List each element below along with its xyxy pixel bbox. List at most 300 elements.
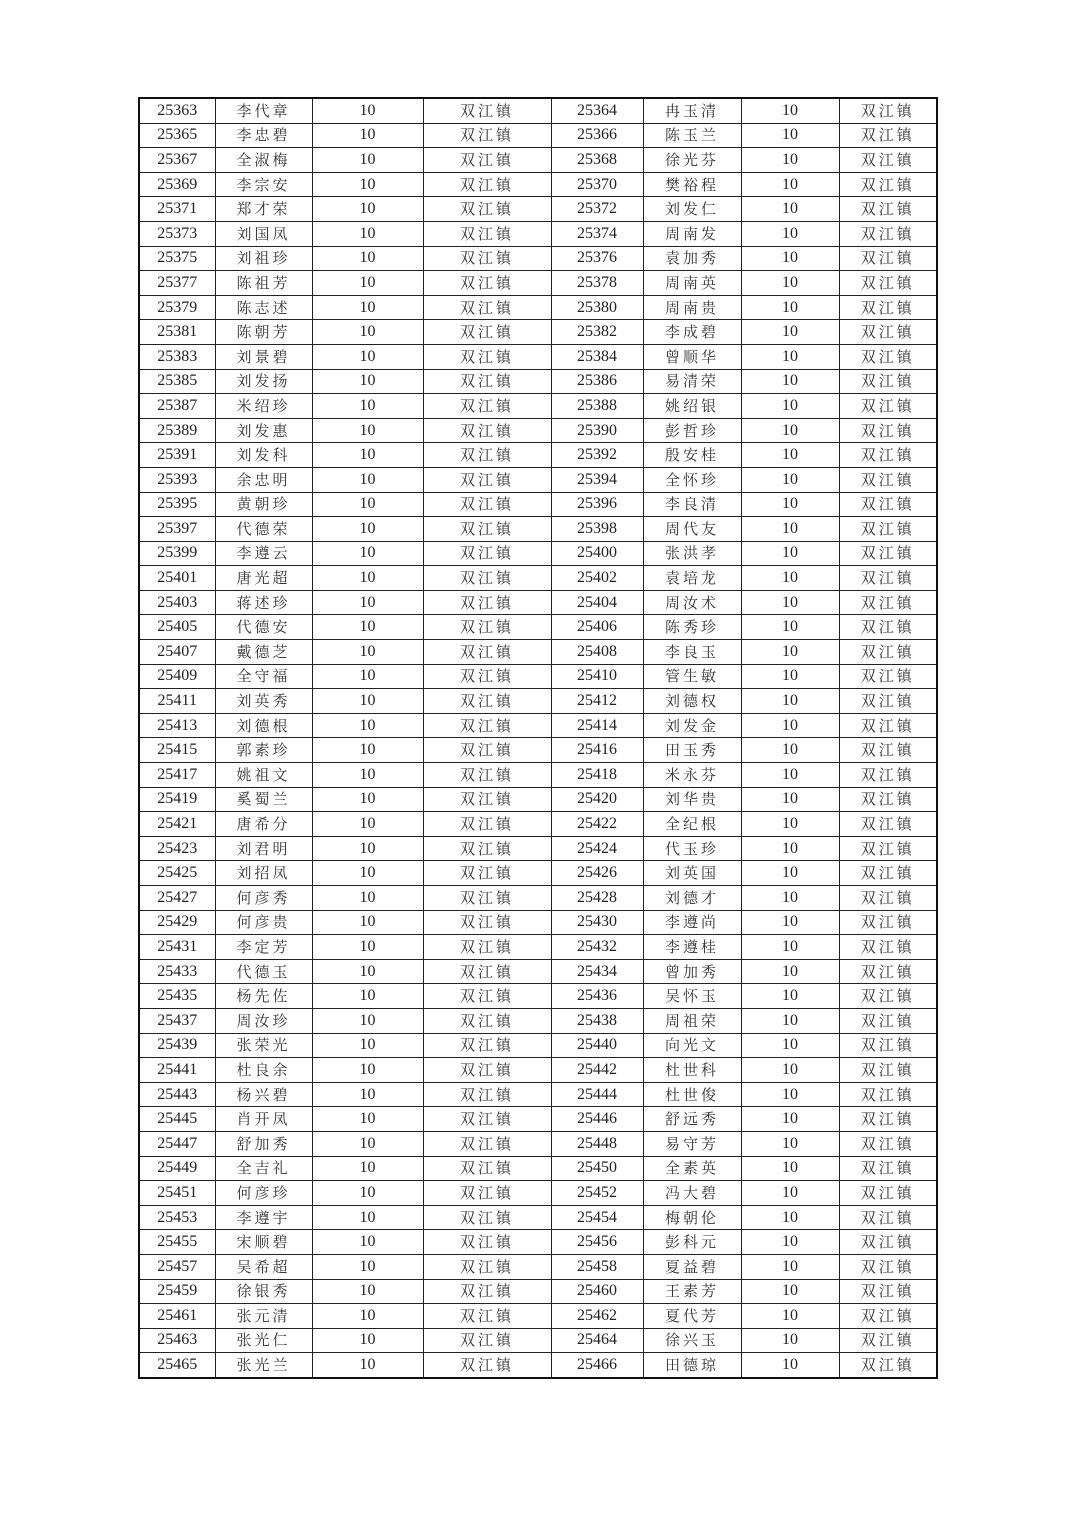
id-cell: 25452	[551, 1181, 643, 1206]
amount-cell: 10	[741, 1082, 839, 1107]
amount-cell: 10	[312, 590, 423, 615]
town-cell: 双江镇	[423, 1279, 551, 1304]
town-cell: 双江镇	[839, 738, 937, 763]
name-cell: 全淑梅	[215, 148, 312, 173]
amount-cell: 10	[741, 271, 839, 296]
town-cell: 双江镇	[423, 148, 551, 173]
amount-cell: 10	[741, 172, 839, 197]
name-cell: 陈秀珍	[643, 615, 741, 640]
name-cell: 袁加秀	[643, 246, 741, 271]
name-cell: 刘国凤	[215, 221, 312, 246]
table-row	[139, 418, 937, 443]
town-cell: 双江镇	[839, 517, 937, 542]
amount-cell: 10	[312, 935, 423, 960]
id-cell: 25421	[139, 812, 215, 837]
table-row	[139, 836, 937, 861]
town-cell: 双江镇	[839, 664, 937, 689]
town-cell: 双江镇	[423, 467, 551, 492]
name-cell: 杜良余	[215, 1058, 312, 1083]
id-cell: 25443	[139, 1082, 215, 1107]
table-row	[139, 1254, 937, 1279]
town-cell: 双江镇	[839, 935, 937, 960]
amount-cell: 10	[741, 1304, 839, 1329]
table-row	[139, 812, 937, 837]
id-cell: 25408	[551, 640, 643, 665]
id-cell: 25375	[139, 246, 215, 271]
id-cell: 25457	[139, 1254, 215, 1279]
name-cell: 何彦珍	[215, 1181, 312, 1206]
table-row	[139, 1205, 937, 1230]
name-cell: 周代友	[643, 517, 741, 542]
town-cell: 双江镇	[839, 541, 937, 566]
amount-cell: 10	[312, 886, 423, 911]
town-cell: 双江镇	[423, 221, 551, 246]
id-cell: 25448	[551, 1131, 643, 1156]
name-cell: 李宗安	[215, 172, 312, 197]
town-cell: 双江镇	[423, 394, 551, 419]
town-cell: 双江镇	[423, 1107, 551, 1132]
name-cell: 吴希超	[215, 1254, 312, 1279]
town-cell: 双江镇	[839, 1205, 937, 1230]
id-cell: 25429	[139, 910, 215, 935]
amount-cell: 10	[312, 664, 423, 689]
town-cell: 双江镇	[839, 984, 937, 1009]
id-cell: 25432	[551, 935, 643, 960]
name-cell: 徐兴玉	[643, 1328, 741, 1353]
town-cell: 双江镇	[839, 1033, 937, 1058]
table-row	[139, 1328, 937, 1353]
id-cell: 25373	[139, 221, 215, 246]
name-cell: 周南贵	[643, 295, 741, 320]
name-cell: 刘祖珍	[215, 246, 312, 271]
town-cell: 双江镇	[839, 910, 937, 935]
name-cell: 刘英秀	[215, 689, 312, 714]
amount-cell: 10	[741, 763, 839, 788]
id-cell: 25439	[139, 1033, 215, 1058]
town-cell: 双江镇	[423, 713, 551, 738]
town-cell: 双江镇	[839, 1279, 937, 1304]
table-row	[139, 1156, 937, 1181]
id-cell: 25445	[139, 1107, 215, 1132]
name-cell: 全吉礼	[215, 1156, 312, 1181]
table-row	[139, 467, 937, 492]
name-cell: 殷安桂	[643, 443, 741, 468]
table-row	[139, 1107, 937, 1132]
amount-cell: 10	[741, 886, 839, 911]
name-cell: 何彦贵	[215, 910, 312, 935]
town-cell: 双江镇	[839, 1008, 937, 1033]
id-cell: 25393	[139, 467, 215, 492]
name-cell: 全怀珍	[643, 467, 741, 492]
town-cell: 双江镇	[423, 886, 551, 911]
town-cell: 双江镇	[839, 1328, 937, 1353]
amount-cell: 10	[312, 1156, 423, 1181]
amount-cell: 10	[312, 1033, 423, 1058]
amount-cell: 10	[312, 369, 423, 394]
id-cell: 25416	[551, 738, 643, 763]
name-cell: 刘招凤	[215, 861, 312, 886]
town-cell: 双江镇	[423, 1230, 551, 1255]
id-cell: 25431	[139, 935, 215, 960]
amount-cell: 10	[741, 418, 839, 443]
id-cell: 25389	[139, 418, 215, 443]
name-cell: 杨先佐	[215, 984, 312, 1009]
amount-cell: 10	[741, 615, 839, 640]
name-cell: 全素英	[643, 1156, 741, 1181]
amount-cell: 10	[741, 1279, 839, 1304]
amount-cell: 10	[741, 713, 839, 738]
name-cell: 周汝珍	[215, 1008, 312, 1033]
town-cell: 双江镇	[423, 910, 551, 935]
id-cell: 25411	[139, 689, 215, 714]
amount-cell: 10	[312, 1058, 423, 1083]
amount-cell: 10	[312, 959, 423, 984]
id-cell: 25463	[139, 1328, 215, 1353]
id-cell: 25462	[551, 1304, 643, 1329]
town-cell: 双江镇	[839, 295, 937, 320]
amount-cell: 10	[741, 935, 839, 960]
amount-cell: 10	[312, 984, 423, 1009]
town-cell: 双江镇	[423, 1205, 551, 1230]
name-cell: 冯大碧	[643, 1181, 741, 1206]
town-cell: 双江镇	[839, 836, 937, 861]
amount-cell: 10	[312, 197, 423, 222]
amount-cell: 10	[741, 566, 839, 591]
name-cell: 李良清	[643, 492, 741, 517]
name-cell: 刘发金	[643, 713, 741, 738]
amount-cell: 10	[741, 1353, 839, 1378]
amount-cell: 10	[741, 221, 839, 246]
amount-cell: 10	[741, 517, 839, 542]
town-cell: 双江镇	[423, 615, 551, 640]
town-cell: 双江镇	[423, 98, 551, 123]
name-cell: 张光兰	[215, 1353, 312, 1378]
town-cell: 双江镇	[839, 787, 937, 812]
name-cell: 周南发	[643, 221, 741, 246]
town-cell: 双江镇	[423, 812, 551, 837]
name-cell: 李成碧	[643, 320, 741, 345]
id-cell: 25383	[139, 344, 215, 369]
town-cell: 双江镇	[839, 1131, 937, 1156]
table-row	[139, 959, 937, 984]
name-cell: 陈朝芳	[215, 320, 312, 345]
name-cell: 蒋述珍	[215, 590, 312, 615]
town-cell: 双江镇	[839, 320, 937, 345]
town-cell: 双江镇	[423, 861, 551, 886]
id-cell: 25379	[139, 295, 215, 320]
town-cell: 双江镇	[423, 1181, 551, 1206]
amount-cell: 10	[312, 1205, 423, 1230]
name-cell: 全纪根	[643, 812, 741, 837]
town-cell: 双江镇	[423, 1082, 551, 1107]
amount-cell: 10	[741, 467, 839, 492]
town-cell: 双江镇	[839, 1058, 937, 1083]
id-cell: 25413	[139, 713, 215, 738]
town-cell: 双江镇	[839, 886, 937, 911]
town-cell: 双江镇	[423, 738, 551, 763]
amount-cell: 10	[741, 590, 839, 615]
name-cell: 樊裕程	[643, 172, 741, 197]
amount-cell: 10	[741, 640, 839, 665]
amount-cell: 10	[741, 812, 839, 837]
name-cell: 曾顺华	[643, 344, 741, 369]
id-cell: 25384	[551, 344, 643, 369]
town-cell: 双江镇	[839, 1107, 937, 1132]
table-row	[139, 738, 937, 763]
amount-cell: 10	[312, 394, 423, 419]
town-cell: 双江镇	[423, 836, 551, 861]
town-cell: 双江镇	[839, 959, 937, 984]
town-cell: 双江镇	[423, 1008, 551, 1033]
amount-cell: 10	[741, 738, 839, 763]
town-cell: 双江镇	[423, 640, 551, 665]
amount-cell: 10	[741, 910, 839, 935]
town-cell: 双江镇	[839, 1254, 937, 1279]
amount-cell: 10	[741, 664, 839, 689]
amount-cell: 10	[312, 246, 423, 271]
table-row	[139, 221, 937, 246]
name-cell: 周汝术	[643, 590, 741, 615]
town-cell: 双江镇	[839, 271, 937, 296]
table-row	[139, 689, 937, 714]
id-cell: 25401	[139, 566, 215, 591]
name-cell: 周南英	[643, 271, 741, 296]
table-row	[139, 197, 937, 222]
amount-cell: 10	[312, 517, 423, 542]
name-cell: 刘发扬	[215, 369, 312, 394]
name-cell: 宋顺碧	[215, 1230, 312, 1255]
id-cell: 25426	[551, 861, 643, 886]
town-cell: 双江镇	[839, 1304, 937, 1329]
amount-cell: 10	[312, 763, 423, 788]
town-cell: 双江镇	[423, 1156, 551, 1181]
id-cell: 25388	[551, 394, 643, 419]
id-cell: 25409	[139, 664, 215, 689]
name-cell: 周祖荣	[643, 1008, 741, 1033]
name-cell: 李遵云	[215, 541, 312, 566]
name-cell: 曾加秀	[643, 959, 741, 984]
town-cell: 双江镇	[839, 1156, 937, 1181]
id-cell: 25459	[139, 1279, 215, 1304]
name-cell: 易守芳	[643, 1131, 741, 1156]
town-cell: 双江镇	[423, 1328, 551, 1353]
town-cell: 双江镇	[423, 320, 551, 345]
name-cell: 吴怀玉	[643, 984, 741, 1009]
amount-cell: 10	[312, 1107, 423, 1132]
table-row	[139, 394, 937, 419]
name-cell: 彭哲珍	[643, 418, 741, 443]
table-row	[139, 320, 937, 345]
name-cell: 陈玉兰	[643, 123, 741, 148]
amount-cell: 10	[741, 1328, 839, 1353]
town-cell: 双江镇	[423, 369, 551, 394]
table-row	[139, 590, 937, 615]
name-cell: 李遵桂	[643, 935, 741, 960]
amount-cell: 10	[312, 1254, 423, 1279]
amount-cell: 10	[312, 320, 423, 345]
name-cell: 代德荣	[215, 517, 312, 542]
name-cell: 刘华贵	[643, 787, 741, 812]
name-cell: 李忠碧	[215, 123, 312, 148]
town-cell: 双江镇	[423, 590, 551, 615]
amount-cell: 10	[312, 467, 423, 492]
name-cell: 夏益碧	[643, 1254, 741, 1279]
table-row	[139, 123, 937, 148]
name-cell: 王素芳	[643, 1279, 741, 1304]
table-row	[139, 172, 937, 197]
name-cell: 黄朝珍	[215, 492, 312, 517]
name-cell: 徐银秀	[215, 1279, 312, 1304]
name-cell: 刘发惠	[215, 418, 312, 443]
table-row	[139, 541, 937, 566]
amount-cell: 10	[312, 1082, 423, 1107]
name-cell: 杜世科	[643, 1058, 741, 1083]
town-cell: 双江镇	[423, 492, 551, 517]
id-cell: 25417	[139, 763, 215, 788]
name-cell: 李遵宇	[215, 1205, 312, 1230]
id-cell: 25400	[551, 541, 643, 566]
id-cell: 25387	[139, 394, 215, 419]
name-cell: 陈志述	[215, 295, 312, 320]
name-cell: 李良玉	[643, 640, 741, 665]
town-cell: 双江镇	[839, 861, 937, 886]
id-cell: 25364	[551, 98, 643, 123]
name-cell: 米永芬	[643, 763, 741, 788]
table-row	[139, 984, 937, 1009]
id-cell: 25456	[551, 1230, 643, 1255]
amount-cell: 10	[741, 541, 839, 566]
table-row	[139, 787, 937, 812]
town-cell: 双江镇	[423, 984, 551, 1009]
id-cell: 25371	[139, 197, 215, 222]
amount-cell: 10	[741, 787, 839, 812]
id-cell: 25453	[139, 1205, 215, 1230]
id-cell: 25464	[551, 1328, 643, 1353]
name-cell: 唐希分	[215, 812, 312, 837]
id-cell: 25403	[139, 590, 215, 615]
amount-cell: 10	[312, 172, 423, 197]
town-cell: 双江镇	[839, 221, 937, 246]
id-cell: 25414	[551, 713, 643, 738]
town-cell: 双江镇	[839, 123, 937, 148]
amount-cell: 10	[741, 443, 839, 468]
name-cell: 舒远秀	[643, 1107, 741, 1132]
id-cell: 25437	[139, 1008, 215, 1033]
table-row	[139, 246, 937, 271]
amount-cell: 10	[312, 836, 423, 861]
table-row	[139, 1008, 937, 1033]
table-row	[139, 1033, 937, 1058]
amount-cell: 10	[741, 1107, 839, 1132]
amount-cell: 10	[312, 738, 423, 763]
id-cell: 25407	[139, 640, 215, 665]
town-cell: 双江镇	[423, 517, 551, 542]
amount-cell: 10	[312, 541, 423, 566]
amount-cell: 10	[741, 984, 839, 1009]
amount-cell: 10	[312, 98, 423, 123]
amount-cell: 10	[741, 1008, 839, 1033]
name-cell: 杜世俊	[643, 1082, 741, 1107]
table-row	[139, 713, 937, 738]
table-row	[139, 295, 937, 320]
town-cell: 双江镇	[839, 246, 937, 271]
name-cell: 舒加秀	[215, 1131, 312, 1156]
id-cell: 25444	[551, 1082, 643, 1107]
amount-cell: 10	[312, 812, 423, 837]
name-cell: 刘景碧	[215, 344, 312, 369]
amount-cell: 10	[312, 1131, 423, 1156]
town-cell: 双江镇	[839, 197, 937, 222]
name-cell: 梅朝伦	[643, 1205, 741, 1230]
id-cell: 25367	[139, 148, 215, 173]
town-cell: 双江镇	[839, 443, 937, 468]
id-cell: 25386	[551, 369, 643, 394]
name-cell: 杨兴碧	[215, 1082, 312, 1107]
town-cell: 双江镇	[839, 1181, 937, 1206]
town-cell: 双江镇	[423, 246, 551, 271]
amount-cell: 10	[312, 787, 423, 812]
id-cell: 25422	[551, 812, 643, 837]
id-cell: 25370	[551, 172, 643, 197]
amount-cell: 10	[741, 1230, 839, 1255]
table-row	[139, 886, 937, 911]
town-cell: 双江镇	[423, 1058, 551, 1083]
id-cell: 25374	[551, 221, 643, 246]
amount-cell: 10	[741, 394, 839, 419]
town-cell: 双江镇	[423, 295, 551, 320]
amount-cell: 10	[741, 369, 839, 394]
amount-cell: 10	[741, 1254, 839, 1279]
id-cell: 25376	[551, 246, 643, 271]
table-row	[139, 861, 937, 886]
town-cell: 双江镇	[423, 443, 551, 468]
town-cell: 双江镇	[839, 1353, 937, 1378]
amount-cell: 10	[312, 344, 423, 369]
amount-cell: 10	[741, 1181, 839, 1206]
name-cell: 代德安	[215, 615, 312, 640]
id-cell: 25380	[551, 295, 643, 320]
name-cell: 姚绍银	[643, 394, 741, 419]
name-cell: 张洪孝	[643, 541, 741, 566]
id-cell: 25396	[551, 492, 643, 517]
table-row	[139, 492, 937, 517]
id-cell: 25423	[139, 836, 215, 861]
amount-cell: 10	[741, 1205, 839, 1230]
amount-cell: 10	[312, 418, 423, 443]
table-row	[139, 664, 937, 689]
name-cell: 田德琼	[643, 1353, 741, 1378]
name-cell: 徐光芬	[643, 148, 741, 173]
id-cell: 25372	[551, 197, 643, 222]
town-cell: 双江镇	[839, 418, 937, 443]
table-row	[139, 1279, 937, 1304]
amount-cell: 10	[312, 1328, 423, 1353]
name-cell: 管生敏	[643, 664, 741, 689]
town-cell: 双江镇	[839, 1230, 937, 1255]
id-cell: 25419	[139, 787, 215, 812]
name-cell: 刘德权	[643, 689, 741, 714]
id-cell: 25397	[139, 517, 215, 542]
table-row	[139, 517, 937, 542]
id-cell: 25424	[551, 836, 643, 861]
table-row	[139, 148, 937, 173]
id-cell: 25392	[551, 443, 643, 468]
table-row	[139, 271, 937, 296]
id-cell: 25428	[551, 886, 643, 911]
id-cell: 25406	[551, 615, 643, 640]
name-cell: 戴德芝	[215, 640, 312, 665]
name-cell: 刘君明	[215, 836, 312, 861]
